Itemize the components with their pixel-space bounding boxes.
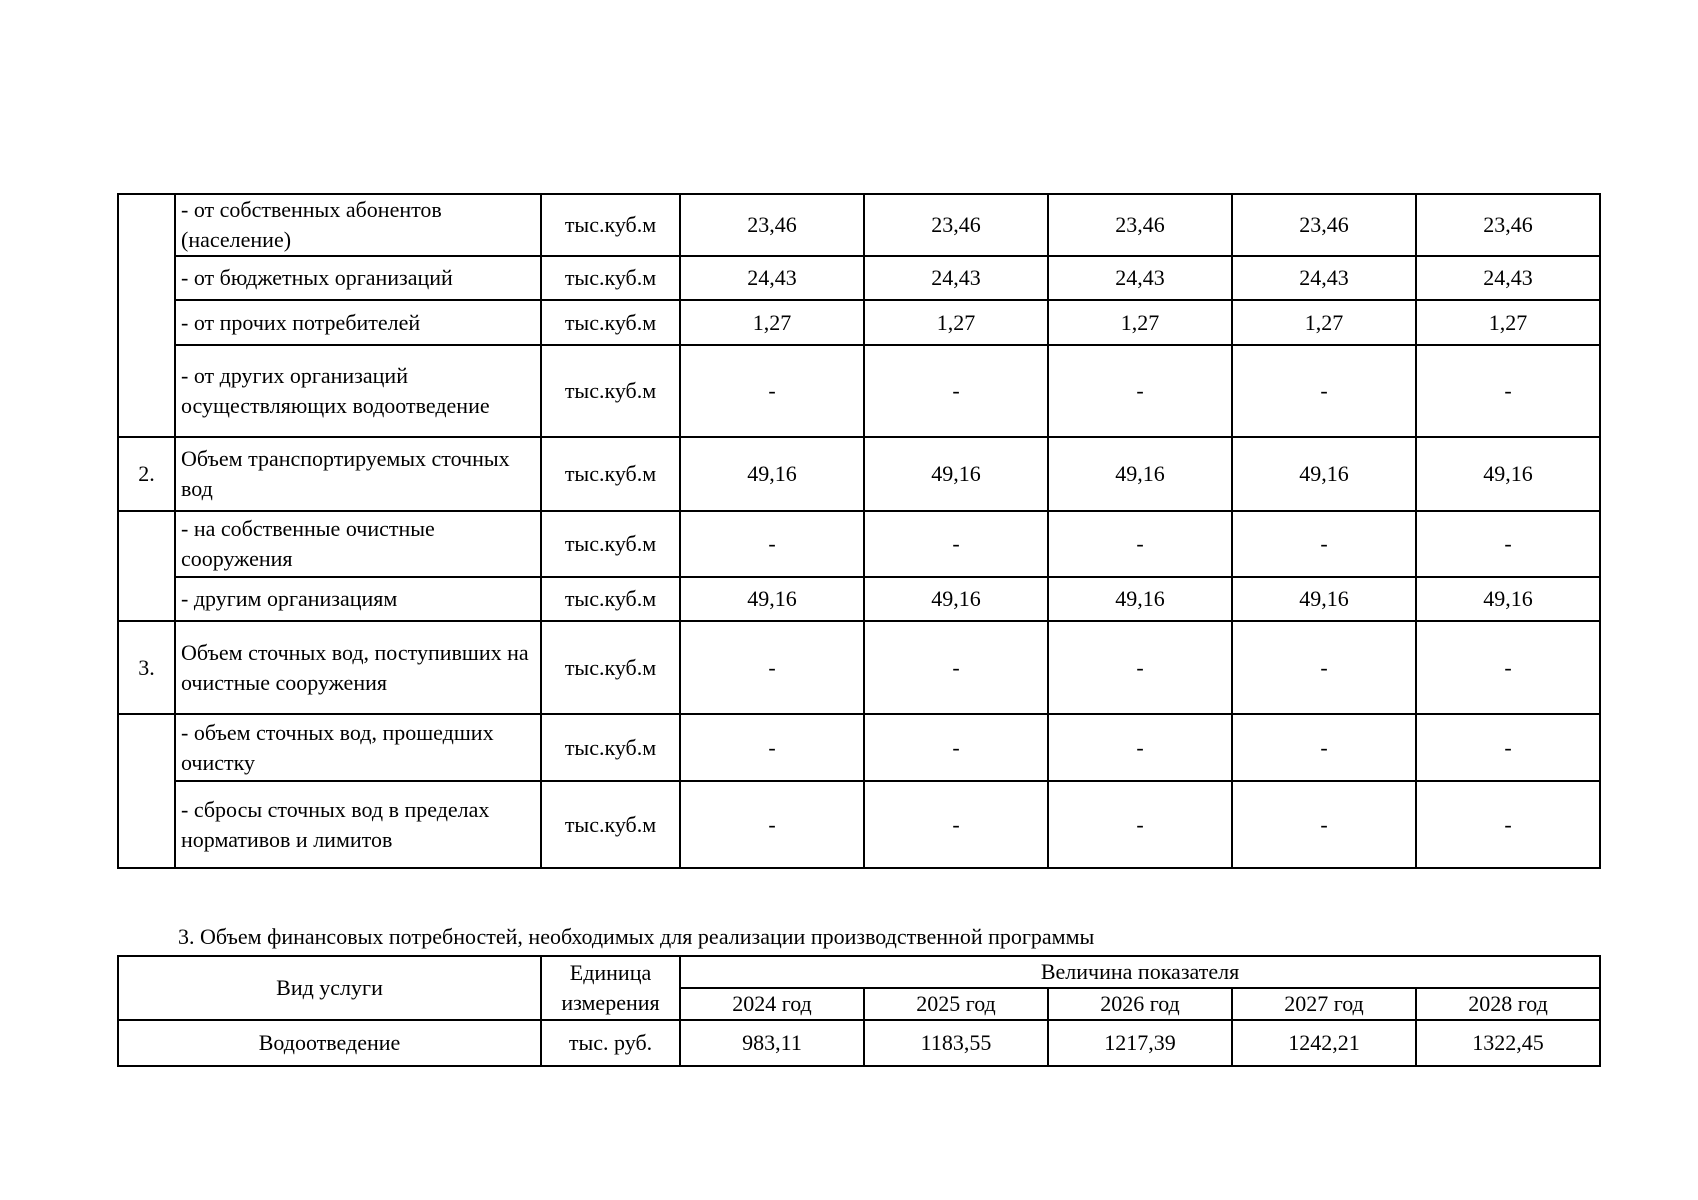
- row-value: -: [1048, 781, 1232, 868]
- water-volume-table: [117, 193, 1601, 869]
- row-value: -: [864, 511, 1048, 577]
- row-value: 24,43: [680, 256, 864, 300]
- row-value: 49,16: [680, 437, 864, 511]
- row-value: 1217,39: [1048, 1020, 1232, 1066]
- row-unit: тыс.куб.м: [541, 714, 680, 781]
- row-number: [118, 714, 175, 868]
- row-value: -: [1048, 714, 1232, 781]
- column-header-value: Величина показателя: [680, 956, 1600, 988]
- row-value: 49,16: [1232, 437, 1416, 511]
- row-number: 3.: [118, 621, 175, 714]
- row-value: 1,27: [1232, 300, 1416, 345]
- table-row: [118, 511, 1600, 577]
- row-name: - от других организаций осуществляющих водоотведение: [175, 345, 541, 437]
- row-value: 49,16: [864, 577, 1048, 621]
- table-row: [118, 300, 1600, 345]
- row-value: 49,16: [1416, 437, 1600, 511]
- row-value: -: [1416, 345, 1600, 437]
- row-value: -: [680, 621, 864, 714]
- row-value: 1,27: [864, 300, 1048, 345]
- row-value: -: [1416, 511, 1600, 577]
- row-unit: тыс.куб.м: [541, 437, 680, 511]
- row-value: -: [1416, 781, 1600, 868]
- row-value: 23,46: [1416, 194, 1600, 256]
- row-unit: тыс.куб.м: [541, 256, 680, 300]
- row-service: Водоотведение: [118, 1020, 541, 1066]
- row-value: -: [864, 781, 1048, 868]
- row-value: -: [680, 345, 864, 437]
- row-name: Объем сточных вод, поступивших на очистные сооружения: [175, 621, 541, 714]
- row-name: - объем сточных вод, прошедших очистку: [175, 714, 541, 781]
- row-value: 24,43: [864, 256, 1048, 300]
- row-name: - на собственные очистные сооружения: [175, 511, 541, 577]
- row-value: -: [1048, 621, 1232, 714]
- row-value: -: [1232, 621, 1416, 714]
- table-row: [118, 256, 1600, 300]
- table-row: [118, 781, 1600, 868]
- row-unit: тыс.куб.м: [541, 781, 680, 868]
- row-name: - от прочих потребителей: [175, 300, 541, 345]
- table-row: [118, 714, 1600, 781]
- table-row: [118, 577, 1600, 621]
- row-value: -: [680, 714, 864, 781]
- row-value: -: [1232, 781, 1416, 868]
- row-unit: тыс.куб.м: [541, 577, 680, 621]
- row-value: -: [680, 781, 864, 868]
- table-row: [118, 437, 1600, 511]
- row-value: -: [864, 345, 1048, 437]
- column-header-year: 2026 год: [1048, 988, 1232, 1020]
- row-value: 1183,55: [864, 1020, 1048, 1066]
- row-unit: тыс.куб.м: [541, 300, 680, 345]
- row-name: - от бюджетных организаций: [175, 256, 541, 300]
- row-value: 983,11: [680, 1020, 864, 1066]
- row-value: 23,46: [680, 194, 864, 256]
- row-value: 24,43: [1416, 256, 1600, 300]
- row-unit: тыс.куб.м: [541, 511, 680, 577]
- row-unit: тыс.куб.м: [541, 194, 680, 256]
- column-header-year: 2028 год: [1416, 988, 1600, 1020]
- row-value: 49,16: [864, 437, 1048, 511]
- column-header-service: Вид услуги: [118, 956, 541, 1020]
- row-name: - от собственных абонентов (население): [175, 194, 541, 256]
- column-header-year: 2024 год: [680, 988, 864, 1020]
- row-value: -: [1232, 345, 1416, 437]
- row-value: 23,46: [1232, 194, 1416, 256]
- row-value: 23,46: [1048, 194, 1232, 256]
- row-value: -: [1232, 511, 1416, 577]
- column-header-year: 2025 год: [864, 988, 1048, 1020]
- row-unit: тыс.куб.м: [541, 621, 680, 714]
- row-value: 1322,45: [1416, 1020, 1600, 1066]
- row-name: Объем транспортируемых сточных вод: [175, 437, 541, 511]
- section-heading: 3. Объем финансовых потребностей, необходимых для реализации производственной программы: [178, 924, 1095, 949]
- row-number: [118, 511, 175, 621]
- row-name: - сбросы сточных вод в пределах нормативов и лимитов: [175, 781, 541, 868]
- row-value: -: [1048, 345, 1232, 437]
- row-value: 1242,21: [1232, 1020, 1416, 1066]
- row-number: [118, 194, 175, 437]
- row-value: -: [1416, 621, 1600, 714]
- row-unit: тыс. руб.: [541, 1020, 680, 1066]
- row-value: -: [1232, 714, 1416, 781]
- row-value: 24,43: [1232, 256, 1416, 300]
- table-row: [118, 194, 1600, 256]
- row-value: -: [864, 714, 1048, 781]
- table-row: [118, 345, 1600, 437]
- table-row: [118, 1020, 1600, 1066]
- row-value: -: [680, 511, 864, 577]
- table-row: [118, 621, 1600, 714]
- row-value: 49,16: [1416, 577, 1600, 621]
- row-value: 23,46: [864, 194, 1048, 256]
- header-row: [118, 956, 1600, 988]
- row-name: - другим организациям: [175, 577, 541, 621]
- row-value: 1,27: [1048, 300, 1232, 345]
- row-number: 2.: [118, 437, 175, 511]
- row-value: 49,16: [1048, 577, 1232, 621]
- row-value: -: [1048, 511, 1232, 577]
- financial-needs-table: [117, 955, 1601, 1067]
- row-value: -: [1416, 714, 1600, 781]
- column-header-unit: Единица измерения: [541, 956, 680, 1020]
- row-unit: тыс.куб.м: [541, 345, 680, 437]
- row-value: -: [864, 621, 1048, 714]
- row-value: 24,43: [1048, 256, 1232, 300]
- row-value: 49,16: [1048, 437, 1232, 511]
- row-value: 49,16: [1232, 577, 1416, 621]
- row-value: 1,27: [1416, 300, 1600, 345]
- row-value: 1,27: [680, 300, 864, 345]
- column-header-year: 2027 год: [1232, 988, 1416, 1020]
- row-value: 49,16: [680, 577, 864, 621]
